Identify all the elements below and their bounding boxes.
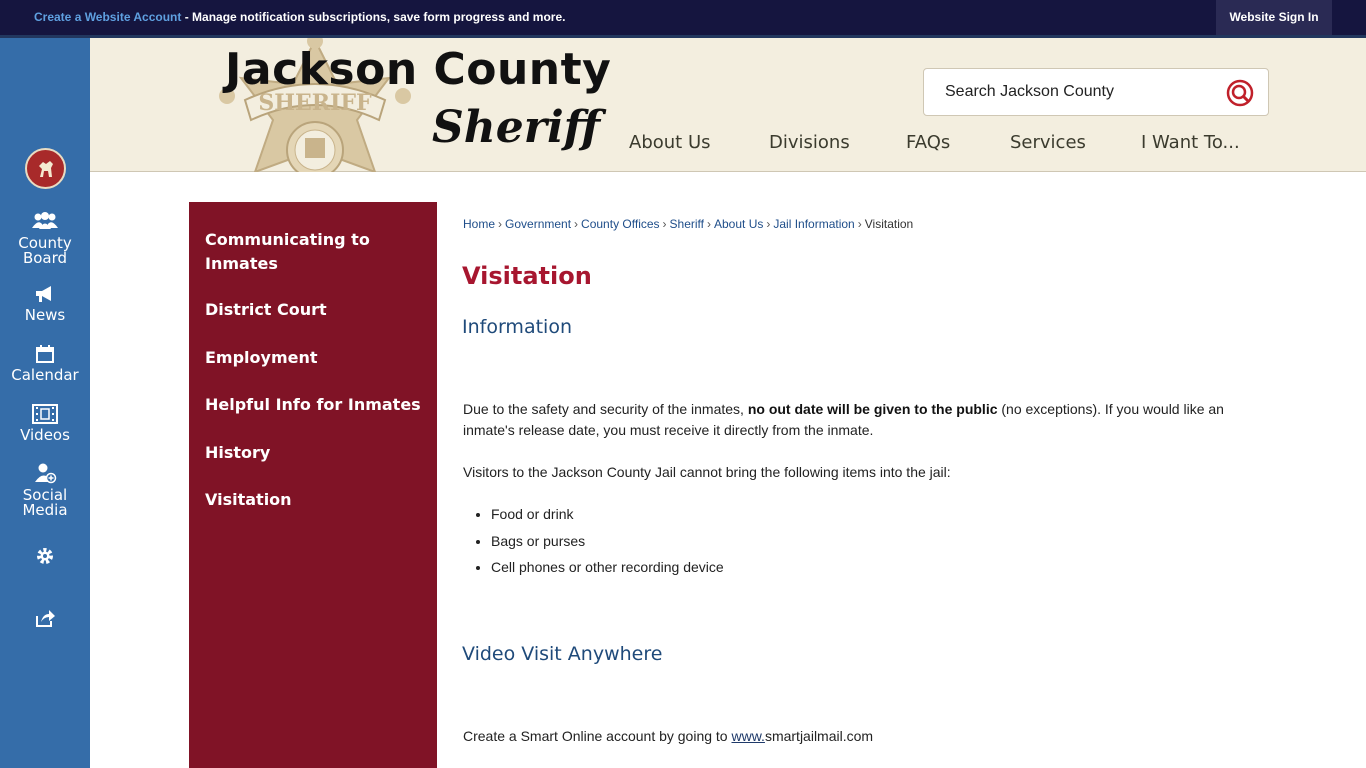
- account-banner: [34, 10, 565, 24]
- breadcrumb-county-offices[interactable]: County Offices: [581, 217, 660, 231]
- rail-label-videos: Videos: [20, 426, 70, 444]
- gear-icon: [35, 546, 55, 566]
- para1-text-a: Due to the safety and security of the inmates,: [463, 401, 748, 417]
- breadcrumb-separator: ›: [707, 217, 711, 231]
- breadcrumb-home[interactable]: Home: [463, 217, 496, 231]
- rail-settings[interactable]: [0, 546, 90, 570]
- breadcrumb-separator: ›: [574, 217, 579, 231]
- sign-in-button[interactable]: Website Sign In: [1216, 0, 1332, 35]
- rail-label-social-media: Social Media: [22, 486, 68, 519]
- film-icon: [32, 404, 58, 424]
- para3-text-a: Create a Smart Online account by going to: [463, 728, 732, 744]
- rail-calendar[interactable]: [0, 344, 90, 383]
- county-seal-icon[interactable]: [25, 148, 66, 189]
- breadcrumb: [463, 217, 913, 231]
- calendar-icon: [35, 344, 55, 364]
- list-item: • Bags or purses: [491, 531, 724, 558]
- rail-news[interactable]: [0, 284, 90, 323]
- breadcrumb-government[interactable]: Government: [505, 217, 572, 231]
- side-item-history[interactable]: History: [205, 443, 271, 462]
- site-title: Jackson County: [225, 44, 612, 95]
- para1-text-b: (no exceptions). If you would like an inmate's release date, you must receive it directly from the inmate.: [463, 401, 1224, 438]
- breadcrumb-current: Visitation: [864, 217, 914, 231]
- rail-social-media[interactable]: [0, 462, 90, 518]
- nav-services[interactable]: Services: [1010, 132, 1086, 153]
- rail-label-calendar: Calendar: [11, 366, 79, 384]
- para1-bold: no out date will be given to the public: [747, 401, 998, 417]
- page-title: Visitation: [462, 262, 592, 290]
- prohibited-items-list: [491, 504, 724, 584]
- breadcrumb-separator: ›: [662, 217, 667, 231]
- side-item-employment[interactable]: Employment: [205, 348, 318, 367]
- breadcrumb-jail-information[interactable]: Jail Information: [773, 217, 855, 231]
- release-date-paragraph: [463, 399, 1243, 441]
- create-account-link[interactable]: Create a Website Account: [34, 10, 182, 24]
- breadcrumb-about-us[interactable]: About Us: [714, 217, 764, 231]
- information-heading: Information: [462, 316, 572, 338]
- breadcrumb-separator: ›: [857, 217, 862, 231]
- para3-text-b: smartjailmail.com: [764, 728, 874, 744]
- left-rail: [0, 38, 90, 768]
- site-header: [90, 38, 1366, 172]
- nav-i-want-to[interactable]: I Want To...: [1141, 132, 1240, 153]
- side-item-district-court[interactable]: District Court: [205, 300, 327, 319]
- nav-divisions[interactable]: Divisions: [769, 132, 850, 153]
- top-bar: [0, 0, 1366, 36]
- rail-label-news: News: [24, 306, 66, 324]
- megaphone-icon: [34, 284, 56, 304]
- account-banner-text: - Manage notification subscriptions, save form progress and more.: [181, 10, 566, 24]
- badge-text: SHERIFF: [258, 90, 372, 116]
- side-item-helpful-info[interactable]: Helpful Info for Inmates: [205, 395, 421, 414]
- rail-county-board[interactable]: [0, 212, 90, 266]
- video-visit-heading: Video Visit Anywhere: [462, 643, 663, 665]
- share-icon: [34, 608, 56, 628]
- nav-faqs[interactable]: FAQs: [906, 132, 951, 153]
- list-item: • Food or drink: [491, 504, 724, 531]
- rail-videos[interactable]: [0, 404, 90, 443]
- list-item: • Cell phones or other recording device: [491, 557, 724, 584]
- search-box: [923, 68, 1269, 116]
- side-item-communicating[interactable]: Communicating to Inmates: [205, 230, 370, 273]
- add-user-icon: [33, 462, 57, 484]
- prohibited-items-intro: Visitors to the Jackson County Jail cannot bring the following items into the jail:: [463, 464, 951, 480]
- smartjailmail-link[interactable]: www.: [731, 728, 765, 744]
- side-item-visitation[interactable]: Visitation: [205, 490, 292, 509]
- breadcrumb-separator: ›: [766, 217, 771, 231]
- rail-label-county-board: County Board: [18, 234, 72, 267]
- breadcrumb-sheriff[interactable]: Sheriff: [669, 217, 704, 231]
- site-subtitle: Sheriff: [432, 102, 601, 153]
- nav-about-us[interactable]: About Us: [629, 132, 711, 153]
- search-input[interactable]: [925, 70, 1215, 114]
- section-menu: [189, 202, 437, 768]
- search-button[interactable]: [1224, 77, 1256, 109]
- rail-share[interactable]: [0, 608, 90, 632]
- smart-online-paragraph: [463, 726, 1243, 747]
- search-icon: [1224, 77, 1256, 109]
- people-icon: [29, 212, 61, 232]
- breadcrumb-separator: ›: [498, 217, 503, 231]
